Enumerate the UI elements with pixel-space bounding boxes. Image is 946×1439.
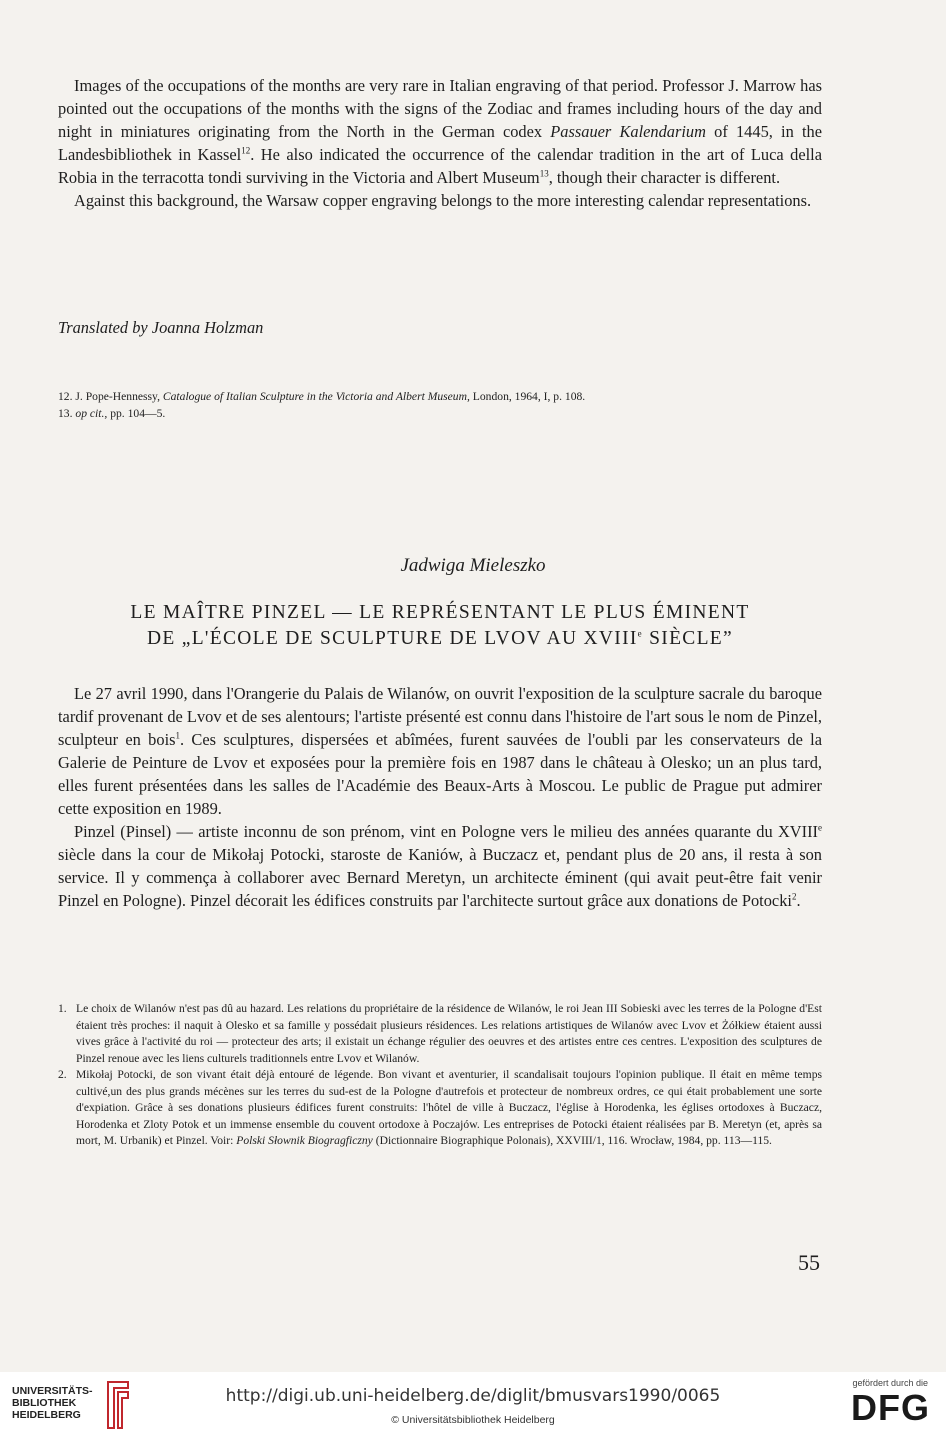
funding-label: gefördert durch die	[852, 1378, 928, 1388]
english-text-block	[58, 74, 822, 212]
french-paragraph-1: Le 27 avril 1990, dans l'Orangerie du Palais de Wilanów, on ouvrit l'exposition de la sculpture sacrale du baroque tardif provenant de Lvov et de ses alentours; l'artiste présenté est connu dans l'histoire de l'art sous le nom de Pinzel, sculpteur en bois$^1$. Ces sculptures, dispersées et abîmées, furent sauvées de l'oubli par les conservateurs de la Galerie de Peinture de Lvov et exposées pour la première fois en 1987 dans le château à Olesko; un an plus tard, elles furent présentées dans les salles de l'Académie des Beaux-Arts à Moscou. Le public de Prague put admirer cette exposition en 1989.	[58, 684, 822, 818]
english-footnotes	[58, 389, 822, 422]
dfg-logo: DFG	[851, 1387, 930, 1428]
copyright-notice: © Universitätsbibliothek Heidelberg	[391, 1414, 555, 1426]
french-text-block	[58, 682, 822, 912]
footnote-13: 13. op cit., pp. 104—5.	[58, 406, 166, 420]
article-author: Jadwiga Mieleszko	[400, 555, 546, 576]
footnote-12: 12. J. Pope-Hennessy, Catalogue of Italian Sculpture in the Victoria and Albert Museum, London, 1964, I, p. 108.	[58, 390, 586, 403]
permalink-url[interactable]: http://digi.ub.uni-heidelberg.de/diglit/bmusvars1990/0065	[225, 1386, 721, 1406]
translator-credit: Translated by Joanna Holzman	[58, 318, 264, 337]
page-number: 55	[798, 1250, 820, 1275]
library-name: UNIVERSITÄTS- BIBLIOTHEK HEIDELBERG	[12, 1385, 93, 1421]
title-line-2: DE „L'ÉCOLE DE SCULPTURE DE LVOV AU XVIIIe SIÈCLE”	[147, 628, 733, 649]
french-paragraph-2: Pinzel (Pinsel) — artiste inconnu de son prénom, vint en Pologne vers le milieu des années quarante du XVIIIe siècle dans la cour de Mikołaj Potocki, staroste de Kaniów, à Buczacz et, pendant plus de 20 ans, il resta à son service. Il y commença à collaborer avec Bernard Meretyn, un architecte éminent (qui avait peut-être fait venir Pinzel en Pologne). Pinzel décorait les édifices construits par l'architecte surtout grâce aux donations de Potocki$^2$.	[58, 822, 822, 910]
english-paragraph-1: Images of the occupations of the months are very rare in Italian engraving of that period. Professor J. Marrow has pointed out the occupations of the months with the signs of the Zodiac and frames including hours of the day and night in miniatures originating from the North in the German codex Passauer Kalendarium of 1445, in the Landesbibliothek in Kassel$^{12}$. He also indicated the occurrence of the calendar tradition in the art of Luca della Robia in the terracotta tondi surviving in the Victoria and Albert Museum$^{13}$, though their character is different.	[58, 76, 822, 187]
article-title	[58, 600, 822, 652]
english-paragraph-2: Against this background, the Warsaw copper engraving belongs to the more interesting calendar representations.	[74, 191, 812, 210]
title-line-1: LE MAÎTRE PINZEL — LE REPRÉSENTANT LE PLUS ÉMINENT	[130, 602, 750, 623]
french-footnotes	[58, 1001, 822, 1150]
footnote-1: 1. Le choix de Wilanów n'est pas dû au hazard. Les relations du propriétaire de la résidence de Wilanów, le roi Jean III Sobieski avec les terres de la Pologne d'Est étaient très proches: il naquit à Olesko et sa famille y possédait plusieurs résidences. Les relations artistiques de Wilanów avec Lvov et Żółkiew étaient aussi vives grâce à l'activité du roi — protecteur des arts; il existait un échange régulier des oeuvres et des artistes entre ces centres. L'exposition des sculptures de Pinzel renoue avec les liens culturels traditionnels entre Lvov et Wilanów.	[58, 1002, 822, 1065]
footnote-2: 2. Mikołaj Potocki, de son vivant était déjà entouré de légende. Bon vivant et aventurier, il scandalisait toujours l'opinion publique. Il était en même temps cultivé,un des plus grands mécènes sur les terres du sud-est de la Pologne d'autrefois et protecteur de nombreux ordres, ce qui était probablement une sorte d'expiation. Grâce à ses donations plusieurs édifices furent construits: l'hôtel de ville à Buczacz, l'église à Horodenka, les églises ortodoxes à Buczacz, Horodenka et Zloty Potok et un immense ensemble du couvent ortodoxe à Poczajów. Les entreprises de Potocki étaient réalisées par B. Meretyn (et, après sa mort, M. Urbanik) et Pinzel. Voir: Polski Słownik Biogragficzny (Dictionnaire Biographique Polonais), XXVIII/1, 116. Wrocław, 1984, pp. 113—115.	[58, 1068, 822, 1147]
